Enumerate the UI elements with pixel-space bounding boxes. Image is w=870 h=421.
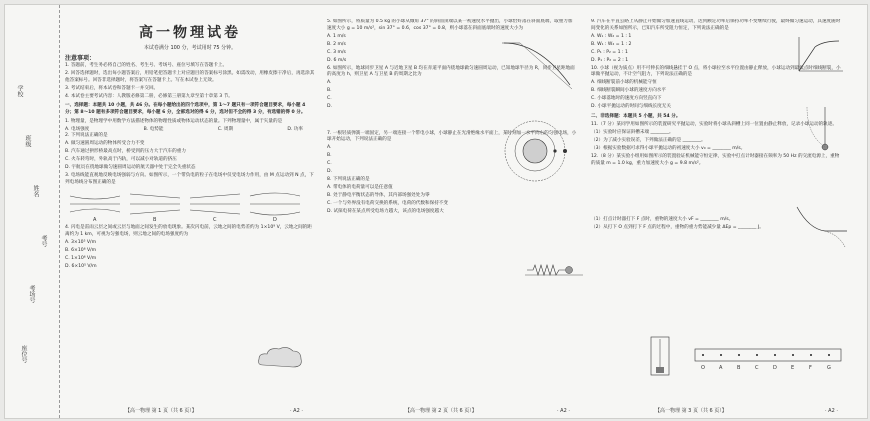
option: C. 一个与外界没有电荷交换的系统，电荷的代数和保持不变 bbox=[327, 201, 448, 207]
question-text: 6. 如图所示，地球同步卫星 A 与近地卫星 B 均在赤道平面内绕地球做匀速圆周运动，已知地球半径为 R，同步卫星距地面的高度为 h，则卫星 A 与卫星 B 的周期之比为 bbox=[327, 65, 575, 78]
question-text: 1. 物理量，是物理学中用数学方法描述物体的物理性质或物体运动状态的量。下列物理量中，属于矢量的是 bbox=[65, 118, 283, 124]
option: C. P₁ : P₂ = 1 : 1 bbox=[591, 49, 628, 55]
tape-label: B bbox=[737, 365, 741, 371]
tape-dot bbox=[774, 354, 776, 356]
tape-dot bbox=[792, 354, 794, 356]
tape-dot bbox=[828, 354, 830, 356]
cloud-figure bbox=[255, 345, 305, 373]
binding-strip bbox=[5, 5, 60, 418]
notice-item: 2. 回答选择题时，选出每小题答案后，用铅笔把答题卡上对应题目的答案标号涂黑。如需改动，用橡皮擦干净后，再选涂其他答案标号。回答非选择题时，将答案写在答题卡上。写在本试卷上无效。 bbox=[65, 71, 315, 83]
binding-label: 考场号 bbox=[28, 285, 35, 303]
question-text: 7. 一根轻质弹簧一端固定，另一端连接一个带电小球，小球静止在光滑绝缘水平面上，某时刻加一水平向右的匀强电场，小球开始运动，下列说法正确的是 bbox=[327, 130, 577, 143]
chute-figure bbox=[795, 203, 850, 248]
option: A. 电场强度 bbox=[65, 126, 90, 132]
timer-tape-figure bbox=[645, 335, 845, 379]
option: D. 6×10⁵ V/m bbox=[65, 263, 97, 269]
page-footer: 【高一物理 第 3 页（共 6 页）】 bbox=[655, 408, 727, 414]
sub-question: （1）实验时应保证斜槽末端 ________。 bbox=[591, 130, 674, 136]
option: D. 宇航员在绕地球做匀速圆周运动的航天器中处于完全失重状态 bbox=[65, 165, 196, 171]
question-text: 11.（7 分）某同学用如图所示的装置研究平抛运动，实验时将小球从斜槽上同一位置由静止释放，记录小球运动的轨迹。 bbox=[591, 122, 837, 128]
option: C. bbox=[327, 161, 332, 167]
tape-label: O bbox=[701, 365, 705, 371]
question-text: 12.（8 分）某实验小组用如图所示的装置验证机械能守恒定律，实验中打点计时器接在频率为 50 Hz 的交流电源上，重物的质量 m = 1.0 kg，重力加速度大小 g = 9.8 m/s²。 bbox=[591, 154, 840, 166]
page-code: · A2 · bbox=[290, 408, 303, 414]
tape-label: E bbox=[791, 365, 795, 371]
option: A. 做匀速圆周运动的物体所受合力不变 bbox=[65, 141, 145, 147]
tape-label: G bbox=[827, 365, 831, 371]
notice-item: 4. 本试卷主要考试内容：人教版必修第二册，必修第三册第九章至第十章第 3 节。 bbox=[65, 93, 233, 99]
option: A. 细线断裂前小球的机械能守恒 bbox=[591, 80, 657, 86]
sub-question: （1）打点计时器打下 F 点时，重物的速度大小 vF = ________ m/s。 bbox=[591, 216, 734, 222]
tape-dot bbox=[756, 354, 758, 356]
question-text: 3. 电场线能直观地反映电场强弱与方向。如图所示，一个带负电的粒子在电场中仅受电场力作用，由 M 点运动到 N 点，下列电场线分布图正确的是 bbox=[65, 173, 314, 185]
pendulum-figure bbox=[805, 105, 845, 165]
option: C. 小球落地时的速度方向竖直向下 bbox=[591, 96, 662, 102]
option: B. 处于静电平衡状态的导体，其内部场强处处为零 bbox=[327, 193, 430, 199]
section-heading: 一、选择题：本题共 10 小题，共 46 分。在每小题给出的四个选项中，第 1～7 题只有一项符合题目要求，每小题 4 分；第 8～10 题有多项符合题目要求，每小题 6 分，全部选对的得 6 分，选对但不全的得 3 分，有选错的得 0 分。 bbox=[65, 103, 306, 115]
option: C. bbox=[327, 96, 332, 102]
section-heading: 二、非选择题：本题共 5 小题，共 54 分。 bbox=[591, 113, 681, 119]
binding-label: 考号 bbox=[40, 235, 47, 247]
option: D. 功率 bbox=[287, 126, 303, 132]
question-text: 8. 下列说法正确的是 bbox=[327, 177, 370, 183]
option: C. 3 m/s bbox=[327, 49, 346, 55]
option: B. 汽车通过拱形桥最高点时，桥受到的压力大于汽车的重力 bbox=[65, 149, 186, 155]
option: D. bbox=[327, 104, 332, 110]
sub-question: （2）为了减小实验误差，下列做法正确的是 ________。 bbox=[591, 138, 706, 144]
notice-item: 1. 答题前，考生务必将自己的姓名、考生号、考场号、座位号填写在答题卡上。 bbox=[65, 63, 228, 69]
binding-label: 姓名 bbox=[32, 185, 39, 197]
option: A. bbox=[327, 80, 332, 86]
option: B. 2 m/s bbox=[327, 41, 346, 47]
velocity-time-figure bbox=[795, 35, 845, 75]
page-column-1 bbox=[65, 19, 315, 399]
option: A. bbox=[327, 145, 332, 151]
option: A. 3×10⁵ V/m bbox=[65, 239, 97, 245]
page-footer: 【高一物理 第 1 页（共 6 页）】 bbox=[125, 408, 197, 414]
figure-label: D bbox=[273, 216, 277, 222]
figure-label: A bbox=[93, 216, 97, 222]
binding-label: 班级 bbox=[24, 135, 31, 147]
option: A. 带电体的电荷量可以是任意值 bbox=[327, 185, 393, 191]
option: D. 小球平抛运动的时间与细线长度无关 bbox=[591, 104, 671, 110]
question-text: 2. 下列说法正确的是 bbox=[65, 133, 108, 139]
page-code: · A2 · bbox=[557, 408, 570, 414]
option: A. W₁ : W₂ = 1 : 1 bbox=[591, 33, 632, 39]
tape-label: F bbox=[809, 365, 812, 371]
exam-subtitle: 本试卷满分 100 分，考试用时 75 分钟。 bbox=[143, 45, 237, 51]
option: D. P₁ : P₂ = 2 : 1 bbox=[591, 57, 629, 63]
page-footer: 【高一物理 第 2 页（共 6 页）】 bbox=[405, 408, 477, 414]
notice-heading: 注意事项： bbox=[65, 54, 96, 62]
question-text: 4. 闪电是雷雨云层之间或云层与地面之间发生的放电现象。某次闪电前，云地之间的电势差约为 1×10⁹ V，云地之间的距离约为 1 km，可视为匀强电场，则云地之间的电场强度约为 bbox=[65, 225, 312, 237]
tape-dot bbox=[810, 354, 812, 356]
sub-question: （3）根据实验数据可求得小球平抛运动的初速度大小 v₀ = ________ m/s。 bbox=[591, 146, 746, 152]
option: D. 试探电荷在某点所受电场力越大，该点的电场强度越大 bbox=[327, 209, 444, 215]
tape-label: C bbox=[755, 365, 759, 371]
option: D. 6 m/s bbox=[327, 57, 347, 63]
exam-sheet bbox=[4, 4, 868, 419]
option: B. 电势能 bbox=[143, 126, 164, 132]
question-text: 5. 如图所示，将质量为 0.5 kg 的小球从倾角 37° 的斜面顶端以某一初速度水平抛出，小球恰好落在斜面底端，取重力加速度大小 g = 10 m/s²，sin 37° = 0.6，cos 37° = 0.8，则小球落在斜面底端时的速度大小为 bbox=[327, 19, 573, 31]
tape-label: A bbox=[719, 365, 723, 371]
binding-label: 学校 bbox=[16, 85, 23, 97]
notice-item: 3. 考试结束后，将本试卷和答题卡一并交回。 bbox=[65, 85, 159, 91]
exam-title: 高一物理试卷 bbox=[139, 25, 241, 41]
option: B. bbox=[327, 153, 332, 159]
tape-dot bbox=[720, 354, 722, 356]
option: B. 6×10⁶ V/m bbox=[65, 247, 97, 253]
field-lines-figure bbox=[65, 188, 305, 222]
page-code: · A2 · bbox=[825, 408, 838, 414]
option: A. 1 m/s bbox=[327, 33, 346, 39]
option: B. 细线断裂瞬间小球的速度方向水平 bbox=[591, 88, 666, 94]
question-text: 9. 汽车在平直公路上从静止开始做匀加速直线运动，达到额定功率后保持功率不变继续行驶，最终做匀速运动，其速度随时间变化的关系如图所示，已知汽车所受阻力恒定，下列说法正确的是 bbox=[591, 19, 841, 31]
spring-figure bbox=[525, 260, 585, 278]
figure-label: B bbox=[153, 216, 157, 222]
option: B. bbox=[327, 88, 332, 94]
binding-label: 座位号 bbox=[20, 345, 27, 363]
option: C. 火车转弯时，外轨高于内轨，可以减小对轨道的挤压 bbox=[65, 157, 177, 163]
figure-label: C bbox=[213, 216, 217, 222]
tape-label: D bbox=[773, 365, 777, 371]
sub-question: （2）从打下 O 点到打下 F 点的过程中，重物的重力势能减少量 ΔEp = ________ J。 bbox=[591, 224, 764, 230]
orbit-figure bbox=[500, 117, 575, 185]
tape-dot bbox=[738, 354, 740, 356]
tape-dot bbox=[702, 354, 704, 356]
option: C. 周期 bbox=[217, 126, 234, 132]
option: C. 1×10⁶ V/m bbox=[65, 255, 97, 261]
question-text: 10. 小球（视为质点）用不可伸长的细线悬挂于 O 点，将小球拉至水平位置由静止释放，小球运动到最低点时细线断裂，小球做平抛运动，不计空气阻力，下列说法正确的是 bbox=[591, 65, 841, 78]
projectile-figure bbox=[500, 35, 575, 95]
option: B. W₁ : W₂ = 1 : 2 bbox=[591, 41, 632, 47]
option: D. bbox=[327, 169, 332, 175]
